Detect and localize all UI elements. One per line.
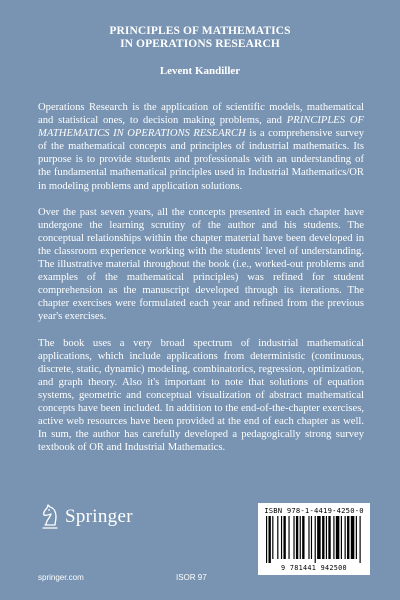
blurb-paragraph-1: Operations Research is the application of scientific models, mathematical and statistical ones, to decision making problems, and PRINCIPLES OF MATHEMATICS IN OPERATIONS RESEARCH is a comprehensive survey of the mathematical concepts and principles of industrial mathematics. Its purpose is to provide students and professionals with an understanding of the fundamental mathematical principles used in Industrial Mathematics/OR in modeling problems and application solutions. — [38, 102, 365, 192]
publisher-name: Springer — [65, 506, 133, 527]
publisher-website[interactable]: springer.com — [38, 573, 84, 582]
blurb — [38, 101, 364, 467]
blurb-paragraph-3: The book uses a very broad spectrum of industrial mathematical applications, which include applications from deterministic (continuous, discrete, static, dynamic) modeling, combinatorics, regression, optimization, and graph theory. Also it's important to note that solutions of equation systems, geometric and conceptual visualization of abstract mathematical concepts have been included. In addition to the end-of-the-chapter exercises, active web resources have been provided at the end of each chapter as well. In sum, the author has carefully developed a pedagogically strong survey textbook of OR and Industrial Mathematics. — [38, 337, 364, 454]
isbn-text: ISBN 978-1-4419-4250-0 — [264, 506, 364, 515]
title-line-1: PRINCIPLES OF MATHEMATICS — [109, 25, 291, 37]
chess-knight-icon — [39, 504, 61, 530]
barcode-number: 9 781441 942500 — [281, 564, 347, 572]
blurb-paragraph-2: Over the past seven years, all the concepts presented in each chapter have undergone the learning scrutiny of the author and his students. The conceptual relationships within the chapter material have been developed in the classroom experience working with the students' level of understanding. The illustrative material throughout the book (i.e., worked-out problems and examples of the mathematical principles) was refined for student comprehension as the manuscript developed through its iterations. The chapter exercises were formulated each year and refined from the previous year's exercises. — [38, 206, 364, 323]
barcode-bars — [266, 516, 362, 563]
title-line-2: IN OPERATIONS RESEARCH — [120, 38, 280, 50]
springer-logo — [39, 504, 133, 530]
barcode — [258, 503, 370, 575]
author-name: Levent Kandiller — [159, 65, 241, 77]
title-reference: PRINCIPLES OF MATHEMATICS IN OPERATIONS RESEARCH — [38, 115, 365, 140]
book-title — [0, 25, 400, 51]
series-label: ISOR 97 — [176, 573, 207, 582]
